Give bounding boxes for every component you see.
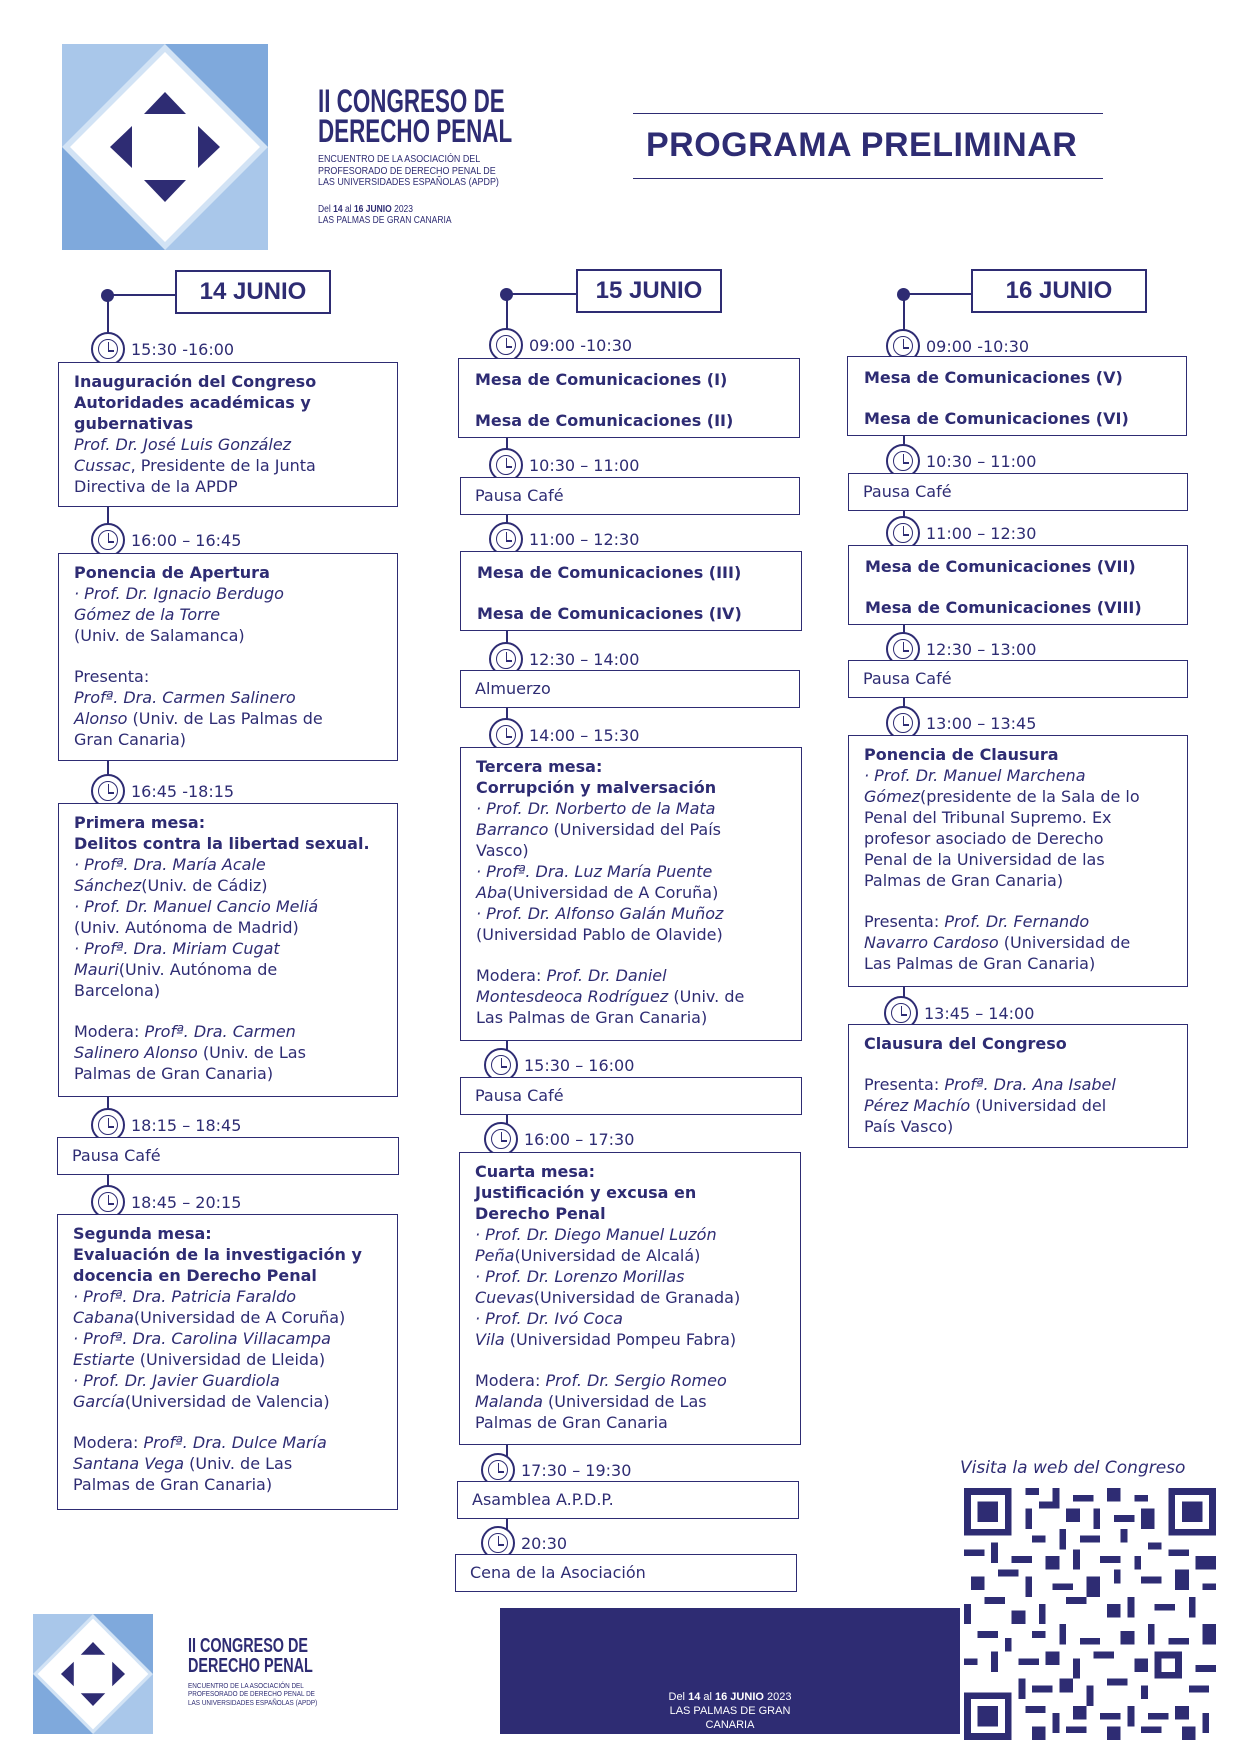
session-inauguracion: Inauguración del Congreso Autoridades académicas y gubernativas Prof. Dr. José Luis González Cussac, Presidente de la Junta Directiva de la APDP	[58, 362, 398, 507]
session-ponencia-apertura: Ponencia de Apertura · Prof. Dr. Ignacio Berdugo Gómez de la Torre (Univ. de Salamanca) Presenta: Profª. Dra. Carmen Salinero Alonso (Univ. de Las Palmas de Gran Canaria)	[58, 553, 398, 761]
timeline-connector	[904, 293, 972, 295]
time-slot: 10:30 – 11:00	[529, 456, 640, 475]
brand-subtitle: ENCUENTRO DE LA ASOCIACIÓN DEL PROFESORADO DE DERECHO PENAL DE LAS UNIVERSIDADES ESPAÑOLAS (APDP)	[318, 153, 499, 189]
timeline-connector	[108, 294, 176, 296]
page-title: PROGRAMA PRELIMINAR	[646, 126, 1078, 164]
session-pausa-cafe: Pausa Café	[848, 473, 1188, 511]
time-slot: 13:45 – 14:00	[924, 1004, 1035, 1023]
timeline-connector	[507, 293, 577, 295]
time-slot: 16:00 – 16:45	[131, 531, 242, 550]
brand-title-footer: II CONGRESO DE DERECHO PENAL	[188, 1635, 313, 1677]
time-slot: 12:30 – 14:00	[529, 650, 640, 669]
time-slot: 15:30 -16:00	[131, 340, 235, 359]
time-slot: 14:00 – 15:30	[529, 726, 640, 745]
time-slot: 15:30 – 16:00	[524, 1056, 635, 1075]
qr-code-icon[interactable]	[960, 1484, 1220, 1744]
session-mesa-comunicaciones-3-4: Mesa de Comunicaciones (III) Mesa de Comunicaciones (IV)	[460, 551, 802, 631]
clock-icon	[91, 523, 125, 557]
session-pausa-cafe: Pausa Café	[57, 1137, 399, 1175]
clock-icon	[91, 332, 125, 366]
footer-date: Del 14 al 16 JUNIO 2023 LAS PALMAS DE GRAN CANARIA	[668, 1691, 792, 1731]
day-header-15: 15 JUNIO	[576, 269, 722, 313]
session-almuerzo: Almuerzo	[460, 670, 800, 708]
brand-date: Del 14 al 16 JUNIO 2023 LAS PALMAS DE GRAN CANARIA	[318, 204, 452, 226]
session-asamblea: Asamblea A.P.D.P.	[457, 1481, 799, 1519]
brand-subtitle-footer: ENCUENTRO DE LA ASOCIACIÓN DEL PROFESORADO DE DERECHO PENAL DE LAS UNIVERSIDADES ESPAÑOLAS (APDP)	[188, 1681, 318, 1707]
session-pausa-cafe: Pausa Café	[460, 1077, 802, 1115]
time-slot: 18:15 – 18:45	[131, 1116, 242, 1135]
session-primera-mesa: Primera mesa: Delitos contra la libertad sexual. · Profª. Dra. María Acale Sánchez(Univ. de Cádiz) · Prof. Dr. Manuel Cancio Meliá (Univ. Autónoma de Madrid) · Profª. Dra. Miriam Cugat Mauri(Univ. Autónoma de Barcelona) Modera: Profª. Dra. Carmen Salinero Alonso (Univ. de Las Palmas de Gran Canaria)	[58, 803, 398, 1097]
session-mesa-comunicaciones-5-6: Mesa de Comunicaciones (V) Mesa de Comunicaciones (VI)	[847, 356, 1187, 436]
time-slot: 12:30 – 13:00	[926, 640, 1037, 659]
session-pausa-cafe: Pausa Café	[848, 660, 1188, 698]
session-cena: Cena de la Asociación	[455, 1554, 797, 1592]
title-rule-top	[633, 113, 1103, 114]
day-header-14: 14 JUNIO	[175, 270, 331, 314]
session-cuarta-mesa: Cuarta mesa: Justificación y excusa en Derecho Penal · Prof. Dr. Diego Manuel Luzón Peña(Universidad de Alcalá) · Prof. Dr. Lorenzo Morillas Cuevas(Universidad de Granada) · Prof. Dr. Ivó Coca Vila (Universidad Pompeu Fabra) Modera: Prof. Dr. Sergio Romeo Malanda (Universidad de Las Palmas de Gran Canaria	[459, 1152, 801, 1445]
time-slot: 16:00 – 17:30	[524, 1130, 635, 1149]
session-clausura: Clausura del Congreso Presenta: Profª. Dra. Ana Isabel Pérez Machío (Universidad del País Vasco)	[848, 1024, 1188, 1148]
congress-logo	[33, 1614, 153, 1734]
time-slot: 17:30 – 19:30	[521, 1461, 632, 1480]
title-rule-bottom	[633, 178, 1103, 179]
time-slot: 11:00 – 12:30	[529, 530, 640, 549]
day-header-16: 16 JUNIO	[971, 269, 1147, 313]
session-tercera-mesa: Tercera mesa: Corrupción y malversación · Prof. Dr. Norberto de la Mata Barranco (Universidad del País Vasco) · Profª. Dra. Luz María Puente Aba(Universidad de A Coruña) · Prof. Dr. Alfonso Galán Muñoz (Universidad Pablo de Olavide) Modera: Prof. Dr. Daniel Montesdeoca Rodríguez (Univ. de Las Palmas de Gran Canaria)	[460, 747, 802, 1041]
session-mesa-comunicaciones-1-2: Mesa de Comunicaciones (I) Mesa de Comunicaciones (II)	[458, 358, 800, 438]
time-slot: 16:45 -18:15	[131, 782, 235, 801]
clock-icon	[484, 1122, 518, 1156]
clock-icon	[489, 328, 523, 362]
brand-title: II CONGRESO DE DERECHO PENAL	[318, 83, 513, 149]
time-slot: 20:30	[521, 1534, 568, 1553]
congress-logo	[62, 44, 268, 250]
session-pausa-cafe: Pausa Café	[460, 477, 800, 515]
time-slot: 18:45 – 20:15	[131, 1193, 242, 1212]
time-slot: 09:00 -10:30	[926, 337, 1030, 356]
time-slot: 11:00 – 12:30	[926, 524, 1037, 543]
session-segunda-mesa: Segunda mesa: Evaluación de la investigación y docencia en Derecho Penal · Profª. Dra. Patricia Faraldo Cabana(Universidad de A Coruña) · Profª. Dra. Carolina Villacampa Estiarte (Universidad de Lleida) · Prof. Dr. Javier Guardiola García(Universidad de Valencia) Modera: Profª. Dra. Dulce María Santana Vega (Univ. de Las Palmas de Gran Canaria)	[57, 1214, 398, 1510]
time-slot: 10:30 – 11:00	[926, 452, 1037, 471]
time-slot: 13:00 – 13:45	[926, 714, 1037, 733]
visit-web-label: Visita la web del Congreso	[960, 1458, 1186, 1478]
session-ponencia-clausura: Ponencia de Clausura · Prof. Dr. Manuel Marchena Gómez(presidente de la Sala de lo Penal del Tribunal Supremo. Ex profesor asociado de Derecho Penal de la Universidad de las Palmas de Gran Canaria) Presenta: Prof. Dr. Fernando Navarro Cardoso (Universidad de Las Palmas de Gran Canaria)	[848, 735, 1188, 987]
time-slot: 09:00 -10:30	[529, 336, 633, 355]
session-mesa-comunicaciones-7-8: Mesa de Comunicaciones (VII) Mesa de Comunicaciones (VIII)	[848, 545, 1188, 625]
